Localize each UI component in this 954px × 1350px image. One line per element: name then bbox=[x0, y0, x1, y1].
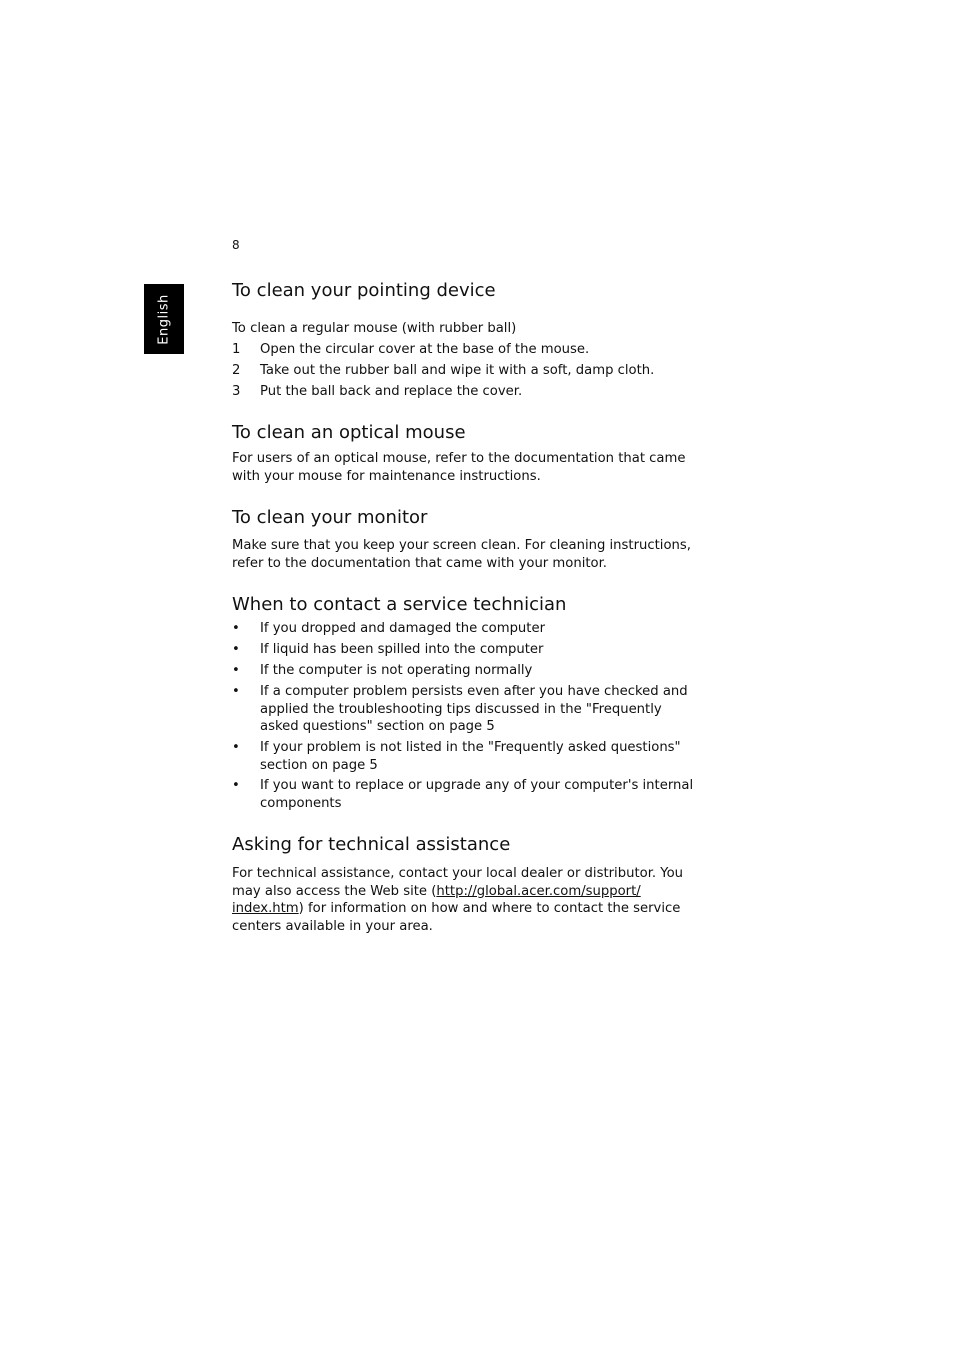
list-item bbox=[232, 362, 712, 380]
monitor-body bbox=[232, 537, 712, 572]
list-item bbox=[232, 641, 712, 659]
heading-technical-assistance: Asking for technical assistance bbox=[232, 834, 511, 855]
step-number: 2 bbox=[232, 363, 241, 378]
bullet-text: If your problem is not listed in the "Frequently asked questions" bbox=[260, 740, 681, 755]
assistance-line bbox=[232, 900, 712, 918]
support-link-part1[interactable]: http://global.acer.com/support/ bbox=[436, 883, 641, 899]
assistance-line: For technical assistance, contact your local dealer or distributor. You bbox=[232, 866, 684, 881]
bullet-text: If a computer problem persists even after you have checked and bbox=[260, 684, 688, 699]
optical-body-line: For users of an optical mouse, refer to the documentation that came bbox=[232, 451, 686, 466]
bullet-text: applied the troubleshooting tips discussed in the "Frequently bbox=[260, 701, 662, 717]
list-item bbox=[232, 739, 712, 774]
list-item bbox=[232, 662, 712, 680]
step-text: Open the circular cover at the base of the mouse. bbox=[260, 342, 590, 357]
bullet: • bbox=[232, 740, 240, 755]
bullet-text: If you want to replace or upgrade any of your computer's internal bbox=[260, 778, 694, 793]
list-item bbox=[232, 683, 712, 736]
heading-service-technician: When to contact a service technician bbox=[232, 594, 567, 615]
bullet-text: If liquid has been spilled into the computer bbox=[260, 642, 544, 657]
list-item bbox=[232, 341, 712, 359]
step-text: Put the ball back and replace the cover. bbox=[260, 384, 523, 399]
language-tab bbox=[144, 284, 184, 354]
bullet-text: If you dropped and damaged the computer bbox=[260, 621, 545, 636]
list-item bbox=[232, 383, 712, 401]
monitor-body-line: refer to the documentation that came with your monitor. bbox=[232, 555, 607, 571]
heading-pointing-device: To clean your pointing device bbox=[232, 280, 496, 301]
bullet: • bbox=[232, 684, 240, 699]
bullet: • bbox=[232, 642, 240, 657]
bullet-text: asked questions" section on page 5 bbox=[260, 719, 495, 735]
assistance-text: may also access the Web site ( bbox=[232, 883, 437, 899]
assistance-text: ) for information on how and where to contact the service bbox=[298, 901, 681, 917]
pointing-intro: To clean a regular mouse (with rubber ball) bbox=[232, 321, 517, 336]
optical-body bbox=[232, 450, 712, 485]
support-link-part2[interactable]: index.htm bbox=[232, 901, 299, 917]
bullet-text: If the computer is not operating normally bbox=[260, 663, 533, 678]
list-item bbox=[232, 777, 712, 812]
step-number: 1 bbox=[232, 342, 241, 357]
assistance-line bbox=[232, 883, 712, 901]
monitor-body-line: Make sure that you keep your screen clean. For cleaning instructions, bbox=[232, 538, 691, 553]
assistance-body bbox=[232, 865, 712, 935]
bullet: • bbox=[232, 621, 240, 636]
step-number: 3 bbox=[232, 384, 241, 399]
optical-body-line: with your mouse for maintenance instructions. bbox=[232, 468, 541, 484]
bullet: • bbox=[232, 663, 240, 678]
language-tab-label: English bbox=[156, 293, 172, 345]
heading-monitor: To clean your monitor bbox=[232, 507, 428, 528]
step-text: Take out the rubber ball and wipe it with a soft, damp cloth. bbox=[260, 363, 655, 378]
bullet: • bbox=[232, 778, 240, 793]
assistance-line: centers available in your area. bbox=[232, 918, 433, 934]
bullet-text: section on page 5 bbox=[260, 757, 378, 773]
page-number: 8 bbox=[232, 238, 240, 252]
bullet-text: components bbox=[260, 795, 342, 811]
heading-optical-mouse: To clean an optical mouse bbox=[232, 422, 466, 443]
list-item bbox=[232, 620, 712, 638]
